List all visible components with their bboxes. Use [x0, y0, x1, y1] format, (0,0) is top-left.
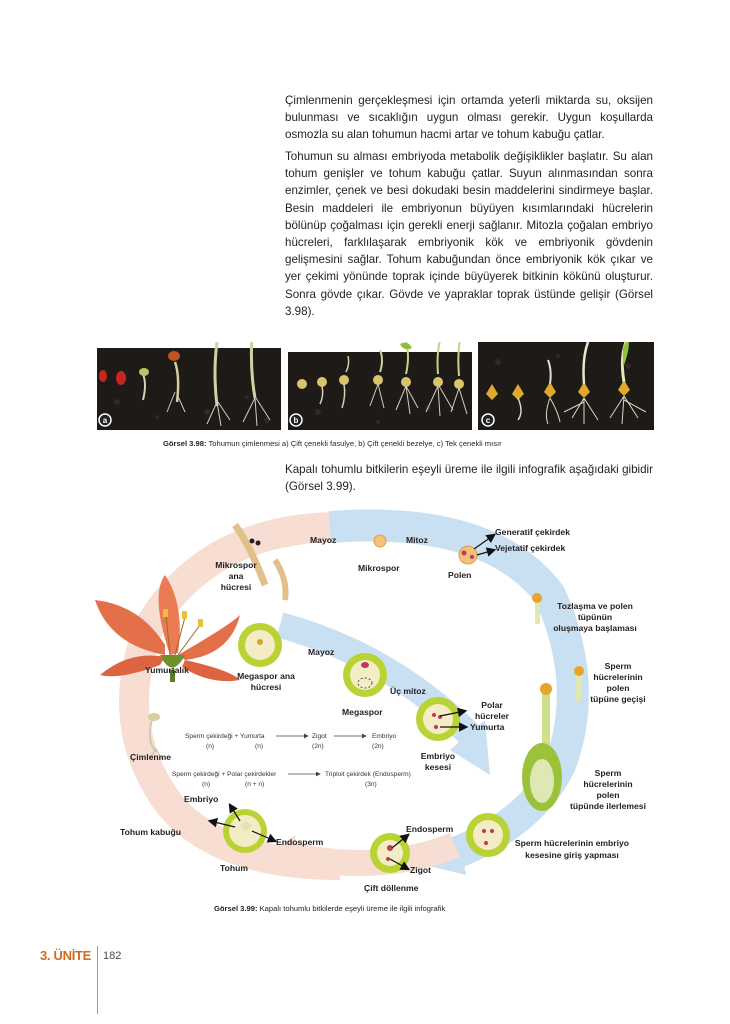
figure-caption-3-99: [214, 904, 445, 913]
label-endosperm-right: Endosperm: [406, 824, 454, 834]
eq1-embryo-n: (2n): [372, 743, 384, 750]
paragraph-germination-conditions: Çimlenmenin gerçekleşmesi için ortamda yeterli miktarda su, oksijen bulunması ve sıcaklığın uygun olması gerekir. Uygun koşullarda osmozla su alan tohumun hacmi artar ve tohum kabuğu çatlar.: [285, 94, 653, 142]
caption-label: Görsel 3.99:: [214, 904, 258, 913]
label-sperm-pass-4: tüpüne geçişi: [590, 694, 646, 704]
label-pollination-1: Tozlaşma ve polen: [557, 601, 633, 611]
label-sperm-progress-3: polen: [596, 790, 620, 800]
megaspore-mother-cell: [238, 623, 282, 667]
eq1-zygote-n: (2n): [312, 743, 324, 750]
eq1-embryo: Embriyo: [372, 733, 397, 740]
label-vegetative-nucleus: Vejetatif çekirdek: [495, 543, 566, 553]
label-embryo: Embriyo: [184, 794, 219, 804]
label-generative-nucleus: Generatif çekirdek: [495, 527, 570, 537]
eq1-left-n2: (n): [255, 743, 264, 750]
label-sperm-progress-2: hücrelerinin: [583, 779, 633, 789]
label-megaspore-mother-2: hücresi: [250, 682, 282, 692]
caption-text: Tohumun çimlenmesi a) Çift çenekli fasulye, b) Çift çenekli bezelye, c) Tek çenekli mısır: [208, 439, 502, 448]
label-sperm-entry-1: Sperm hücrelerinin embriyo: [514, 838, 630, 848]
photo-bean-germination: [97, 342, 281, 430]
label-endosperm-left: Endosperm: [276, 837, 324, 847]
caption-label: Görsel 3.98:: [163, 439, 207, 448]
eq2-left-n2: (n + n): [245, 781, 265, 788]
infographic-angiosperm-reproduction: [90, 505, 660, 900]
eq1-zygote: Zigot: [312, 733, 327, 740]
label-seed: Tohum: [220, 863, 249, 873]
label-sperm-progress-1: Sperm: [594, 768, 622, 778]
label-polar-1: Polar: [481, 700, 503, 710]
eq1-left-n1: (n): [206, 743, 215, 750]
photo-pea-germination: [288, 342, 472, 430]
label-sperm-pass-3: polen: [606, 683, 630, 693]
label-mayoz-top: Mayoz: [310, 535, 337, 545]
label-pollination-3: oluşmaya başlaması: [553, 623, 637, 633]
label-zygote: Zigot: [410, 865, 431, 875]
microspore-cell: [374, 535, 386, 547]
photo-label-b: b: [293, 416, 299, 425]
photo-corn-germination: [478, 342, 654, 430]
photo-label-a: a: [102, 416, 108, 425]
label-polar-2: hücreler: [475, 711, 509, 721]
label-seed-coat: Tohum kabuğu: [120, 827, 181, 837]
eq2-triploid-n: (3n): [365, 781, 377, 788]
label-microspore: Mikrospor: [358, 563, 400, 573]
label-microspore-mother-1: Mikrospor: [215, 560, 257, 570]
figure-caption-3-98: [163, 439, 502, 448]
label-ovary: Yumurtalık: [145, 665, 189, 675]
label-microspore-mother-2: ana: [228, 571, 244, 581]
caption-text: Kapalı tohumlu bitkilerde eşeyli üreme ile ilgili infografik: [259, 904, 446, 913]
footer-divider: [97, 946, 98, 1014]
eq2-left: Sperm çekirdeği + Polar çekirdekler: [172, 771, 277, 778]
label-megaspore-mother-1: Megaspor ana: [237, 671, 295, 681]
label-sperm-entry-2: kesesine giriş yapması: [525, 850, 619, 860]
label-pollen: Polen: [448, 570, 472, 580]
label-embryo-sac-1: Embriyo: [420, 751, 456, 761]
eq2-triploid: Triploit çekirdek (Endosperm): [325, 771, 411, 778]
label-microspore-mother-3: hücresi: [220, 582, 252, 592]
sperm-entry-ovule: [466, 813, 510, 857]
label-sperm-progress-4: tüpünde ilerlemesi: [570, 801, 646, 811]
paragraph-germination-process: Tohumun su alması embriyoda metabolik değişiklikler başlatır. Su alan tohum genişler ve tohum kabuğu çatlar. Suyun alınmasından sonra enzimler, çenek ve besi dokudaki besin maddelerini sindirmeye başlar. Besin maddeleri ile embriyonun büyüyen kısımlarındaki hücrelerin bölünüp çoğalması için gerekli enerji sağlanır. Mitozla çoğalan embriyo hücreleri, farklılaşarak embriyonik kök ve embriyonik gövdenin gelişmesini sağlar. Tohum kabuğundan önce embriyonik kök çıkar ve yer çekimi yönünde toprak içinde büyüyerek bitkinin kökünü oluşturur. Sonra gövde çıkar. Gövde ve yapraklar toprak üstünde gelişir (Görsel 3.98).: [285, 150, 653, 318]
paragraph-infographic-intro: Kapalı tohumlu bitkilerin eşeyli üreme ile ilgili infografik aşağıdaki gibidir (Görsel 3.99).: [285, 463, 653, 494]
label-pollination-2: tüpünün: [577, 612, 613, 622]
seed-illustration: [223, 809, 267, 853]
label-germination: Çimlenme: [130, 752, 172, 762]
eq2-left-n1: (n): [202, 781, 211, 788]
label-sperm-pass-2: hücrelerinin: [593, 672, 643, 682]
page-number: 182: [103, 950, 122, 962]
photo-label-c: c: [485, 416, 491, 425]
eq1-left: Sperm çekirdeği + Yumurta: [185, 733, 265, 740]
label-egg: Yumurta: [470, 722, 505, 732]
label-embryo-sac-2: kesesi: [424, 762, 452, 772]
label-double-fertilization: Çift döllenme: [364, 883, 419, 893]
footer-unit-label: 3. ÜNİTE: [40, 948, 92, 963]
embryo-sac-ovule: [416, 697, 460, 741]
label-sperm-pass-1: Sperm: [604, 661, 632, 671]
label-three-mitosis: Üç mitoz: [390, 686, 426, 696]
label-mitoz-top: Mitoz: [406, 535, 428, 545]
label-mayoz-mid: Mayoz: [308, 647, 335, 657]
megaspore-ovule: [343, 653, 387, 697]
label-megaspore: Megaspor: [342, 707, 383, 717]
